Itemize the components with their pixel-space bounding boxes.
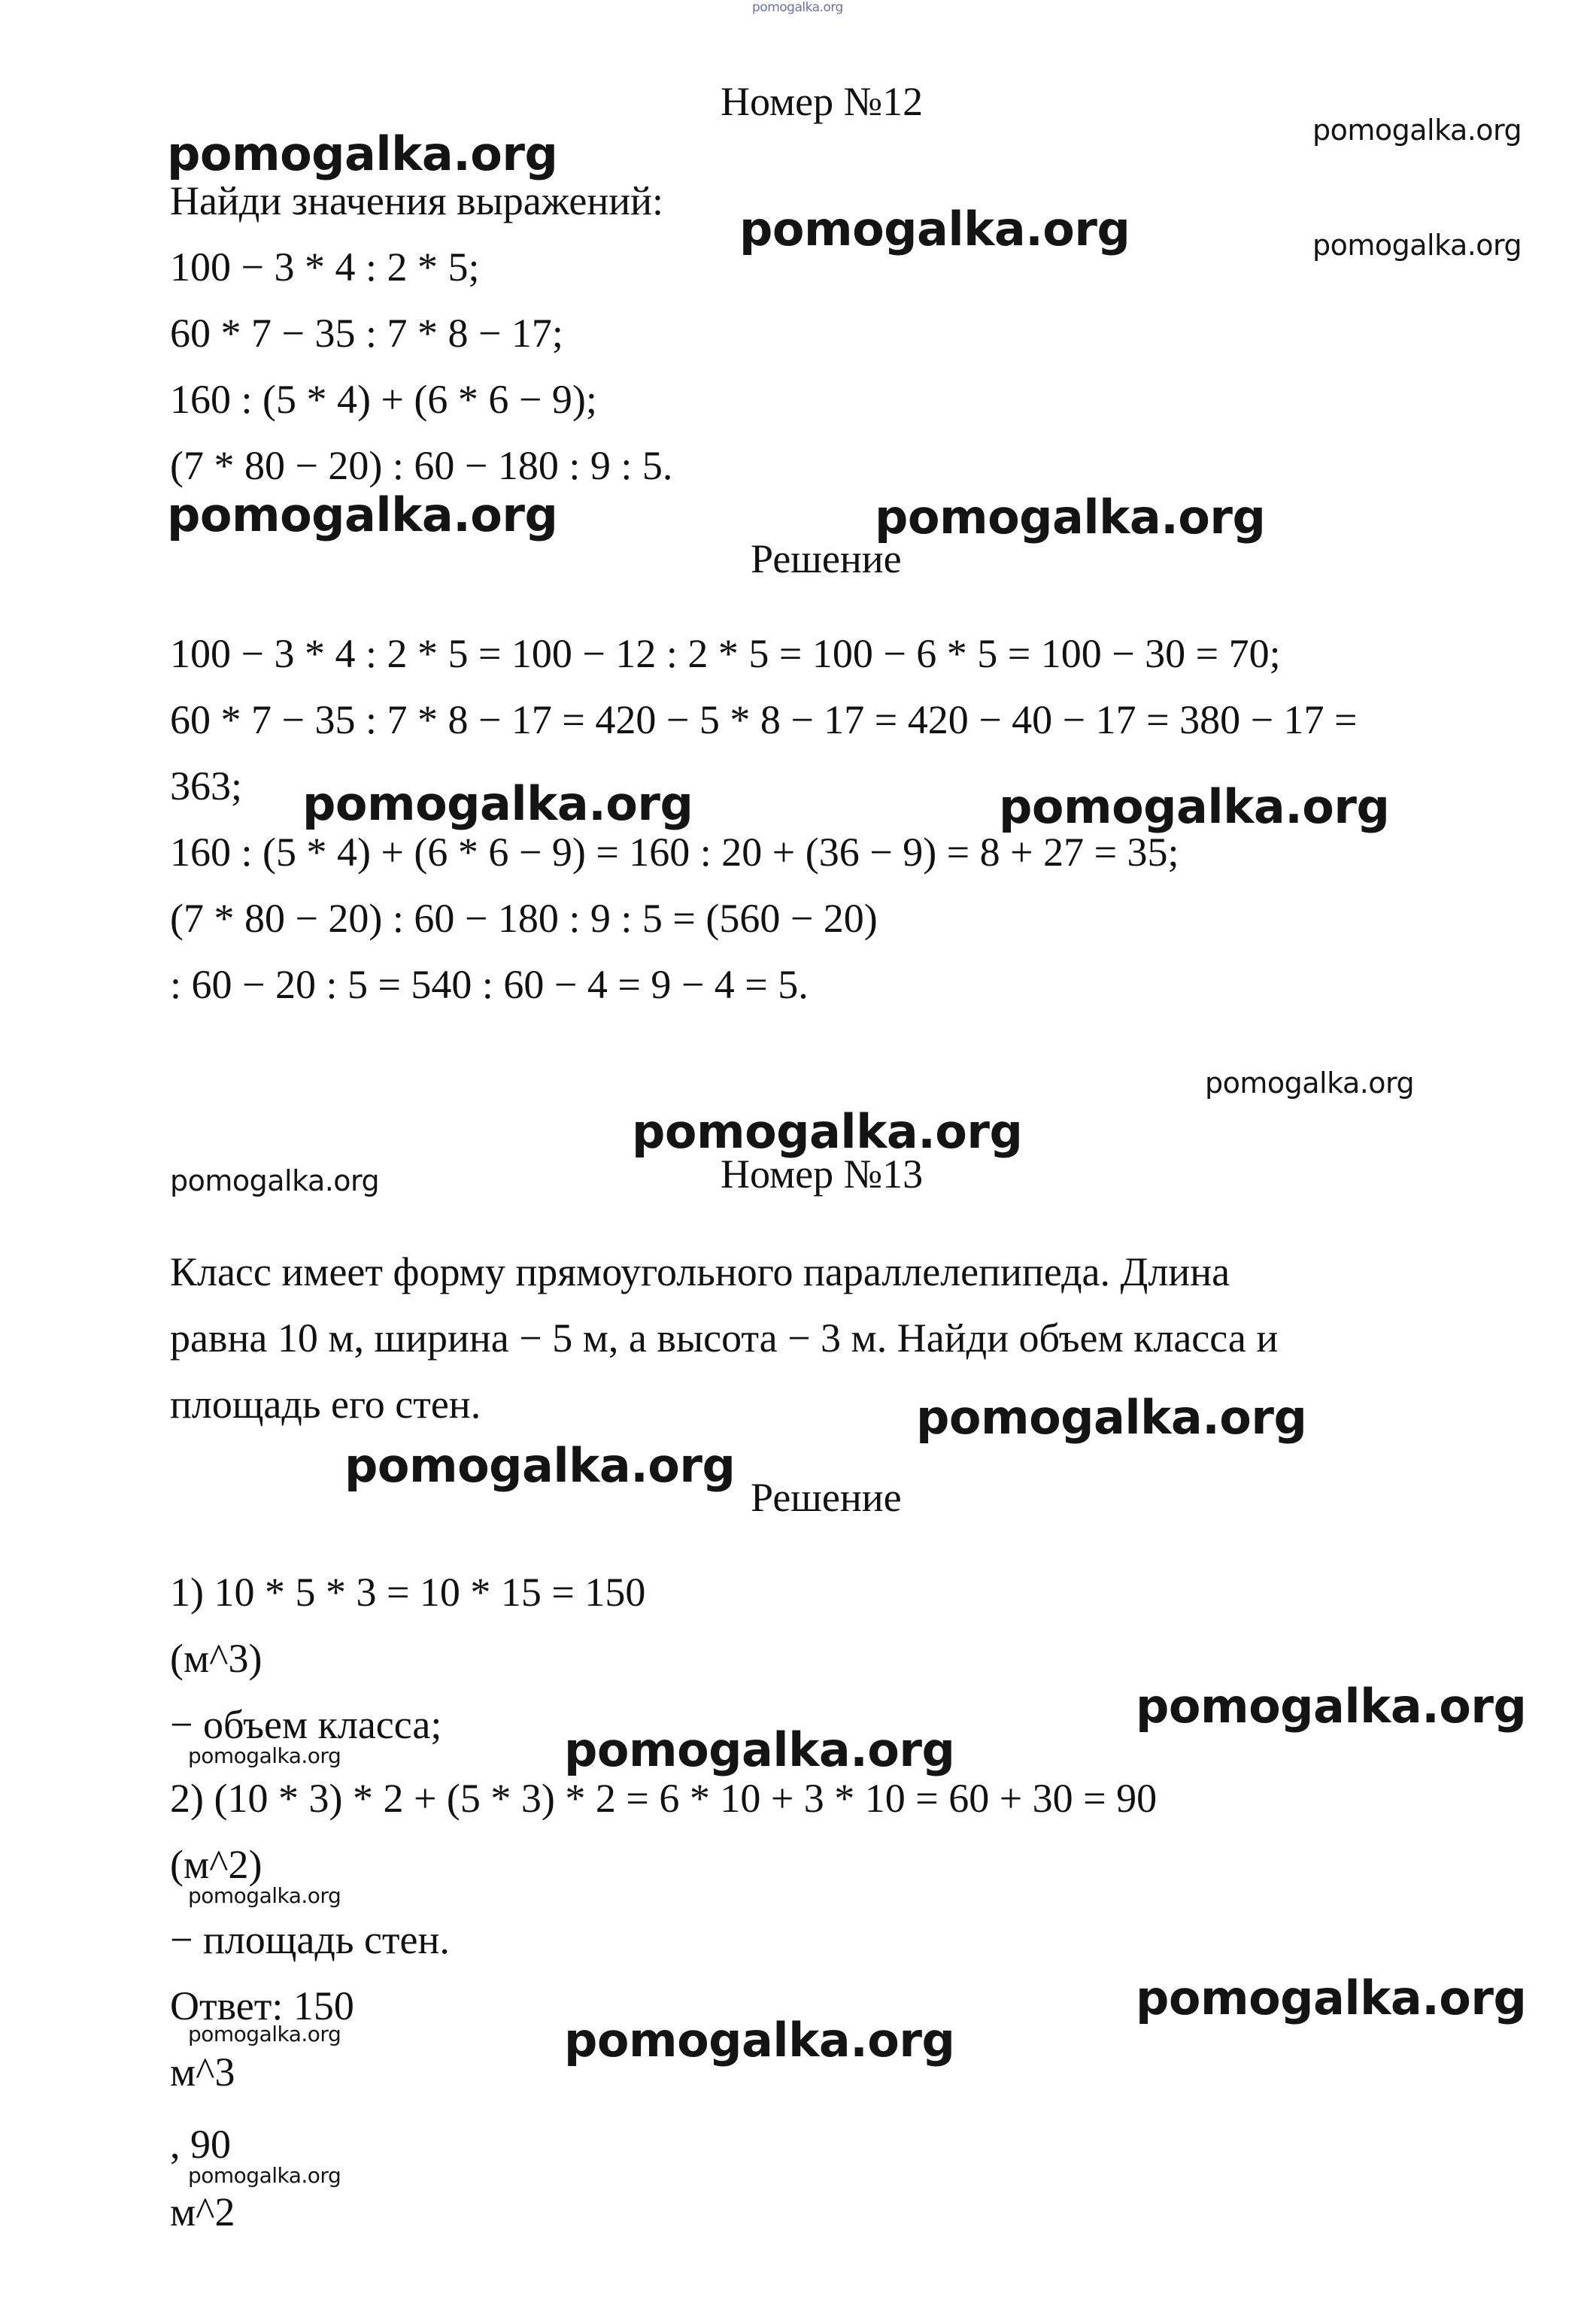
solution-heading: Решение xyxy=(751,1475,902,1520)
watermark-top: pomogalka.org xyxy=(752,0,843,15)
watermark: pomogalka.org xyxy=(1136,1679,1527,1734)
watermark: pomogalka.org xyxy=(916,1390,1307,1445)
watermark: pomogalka.org xyxy=(999,779,1390,834)
watermark: pomogalka.org xyxy=(170,1164,380,1197)
expression: 60 * 7 − 35 : 7 * 8 − 17; xyxy=(170,311,563,356)
watermark: pomogalka.org xyxy=(188,2022,341,2046)
solution-line: 2) (10 * 3) * 2 + (5 * 3) * 2 = 6 * 10 + 3 * 10 = 60 + 30 = 90 xyxy=(170,1776,1158,1821)
solution-line: (м^2) xyxy=(170,1842,262,1887)
problem13-text-line: равна 10 м, ширина − 5 м, а высота − 3 м. Найди объем класса и xyxy=(170,1315,1279,1361)
answer-line: Ответ: 150 xyxy=(170,1983,354,2028)
answer-line: , 90 xyxy=(170,2122,231,2167)
watermark: pomogalka.org xyxy=(1312,229,1522,262)
problem13-title: Номер №13 xyxy=(721,1151,924,1197)
solution-line: − площадь стен. xyxy=(170,1917,450,1962)
solution-line: 1) 10 * 5 * 3 = 10 * 15 = 150 xyxy=(170,1570,646,1615)
watermark: pomogalka.org xyxy=(1136,1971,1527,2025)
watermark: pomogalka.org xyxy=(632,1104,1023,1159)
solution-line: (м^3) xyxy=(170,1636,262,1681)
solution-line: : 60 − 20 : 5 = 540 : 60 − 4 = 9 − 4 = 5. xyxy=(170,962,809,1007)
watermark: pomogalka.org xyxy=(188,1743,341,1768)
problem12-prompt: Найди значения выражений: xyxy=(170,178,664,223)
expression: (7 * 80 − 20) : 60 − 180 : 9 : 5. xyxy=(170,443,673,488)
solution-line: 160 : (5 * 4) + (6 * 6 − 9) = 160 : 20 + (36 − 9) = 8 + 27 = 35; xyxy=(170,830,1179,875)
solution-line: 60 * 7 − 35 : 7 * 8 − 17 = 420 − 5 * 8 − 17 = 420 − 40 − 17 = 380 − 17 = xyxy=(170,697,1358,742)
watermark: pomogalka.org xyxy=(167,126,558,181)
watermark: pomogalka.org xyxy=(188,1883,341,1908)
watermark: pomogalka.org xyxy=(1205,1066,1415,1100)
answer-line: м^2 xyxy=(170,2189,235,2234)
problem13-text-line: Класс имеет форму прямоугольного параллелепипеда. Длина xyxy=(170,1249,1230,1294)
solution-heading: Решение xyxy=(751,536,902,581)
expression: 160 : (5 * 4) + (6 * 6 − 9); xyxy=(170,377,597,422)
watermark: pomogalka.org xyxy=(564,1722,955,1777)
problem12-title: Номер №12 xyxy=(721,79,924,124)
watermark: pomogalka.org xyxy=(344,1438,736,1493)
watermark: pomogalka.org xyxy=(302,776,693,831)
answer-line: м^3 xyxy=(170,2049,235,2095)
watermark: pomogalka.org xyxy=(564,2013,955,2068)
solution-line: (7 * 80 − 20) : 60 − 180 : 9 : 5 = (560 − 20) xyxy=(170,896,878,941)
solution-line: 100 − 3 * 4 : 2 * 5 = 100 − 12 : 2 * 5 = 100 − 6 * 5 = 100 − 30 = 70; xyxy=(170,631,1281,676)
solution-line: − объем класса; xyxy=(170,1702,442,1747)
watermark: pomogalka.org xyxy=(875,490,1266,545)
expression: 100 − 3 * 4 : 2 * 5; xyxy=(170,244,480,290)
problem13-text-line: площадь его стен. xyxy=(170,1382,481,1427)
watermark: pomogalka.org xyxy=(188,2163,341,2188)
watermark: pomogalka.org xyxy=(1312,114,1522,147)
watermark: pomogalka.org xyxy=(167,487,558,542)
solution-line: 363; xyxy=(170,763,243,809)
watermark: pomogalka.org xyxy=(739,202,1130,256)
